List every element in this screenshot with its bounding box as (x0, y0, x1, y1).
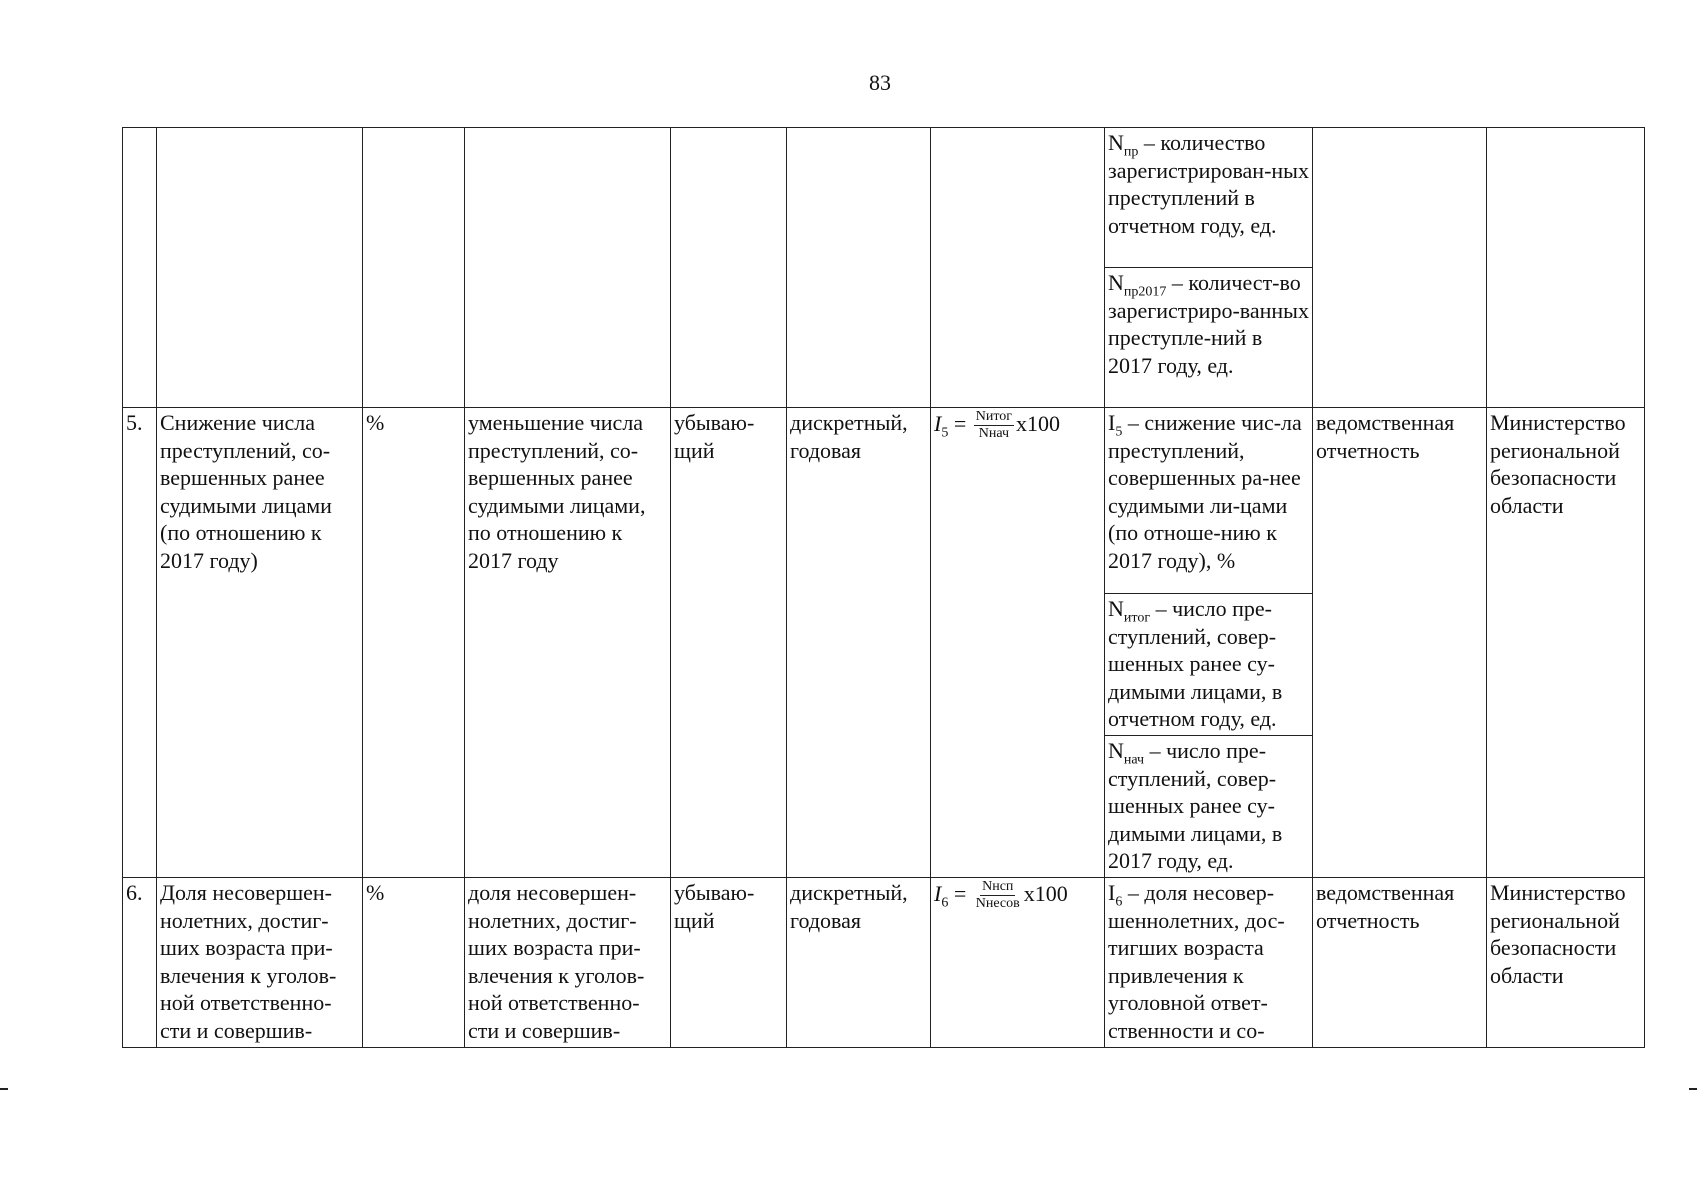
formula-lhs-subscript: 5 (941, 424, 949, 440)
formula-fraction (974, 409, 1014, 442)
formula-equals: = (948, 880, 972, 906)
cell-num (123, 128, 157, 408)
cell-indicator (1105, 594, 1313, 736)
cell-indicator (1105, 736, 1313, 878)
cell-definition: уменьшение числа преступлений, со-вершенных ранее судимыми лицами, по отношению к 2017 году (465, 408, 671, 878)
formula-factor: x100 (1023, 880, 1068, 906)
formula (934, 409, 1061, 441)
formula-numerator: Nитог (975, 409, 1013, 424)
page-edge-mark (0, 1088, 8, 1090)
formula-denominator: Nнач (978, 426, 1010, 441)
cell-unit: % (363, 408, 465, 878)
cell-indicator (1105, 128, 1313, 268)
indicator-subscript: пр2017 (1123, 284, 1167, 300)
formula-factor: x100 (1016, 410, 1061, 436)
indicator-subscript: нач (1123, 752, 1145, 768)
cell-formula (931, 408, 1105, 878)
cell-source: ведомственная отчетность (1313, 408, 1487, 878)
formula (934, 879, 1068, 911)
cell-responsible: Министерство региональной безопасности области (1487, 878, 1645, 1048)
formula-lhs: I (934, 880, 942, 906)
page-number: 83 (869, 70, 891, 95)
indicator-subscript: 6 (1115, 894, 1123, 910)
cell-source: ведомственная отчетность (1313, 878, 1487, 1048)
formula-lhs-subscript: 6 (941, 894, 949, 910)
cell-formula (931, 878, 1105, 1048)
formula-fraction (974, 879, 1022, 912)
cell-dynamics: убываю-щий (671, 878, 787, 1048)
formula-numerator: Nнсп (982, 879, 1014, 894)
cell-dynamics: убываю-щий (671, 408, 787, 878)
cell-definition: доля несовершен-нолетних, достиг-ших возраста при-влечения к уголов-ной ответственно-сти и совершив- (465, 878, 671, 1048)
indicator-symbol: N (1108, 738, 1124, 763)
cell-definition (465, 128, 671, 408)
indicator-text: – количест-во зарегистриро-ванных преступле-ний в 2017 году, ед. (1108, 270, 1309, 378)
cell-name: Снижение числа преступлений, со-вершенных ранее судимыми лицами (по отношению к 2017 году) (157, 408, 363, 878)
formula-lhs: I (934, 410, 942, 436)
cell-name: Доля несовершен-нолетних, достиг-ших возраста при-влечения к уголов-ной ответственно-сти и совершив- (157, 878, 363, 1048)
indicator-symbol: I (1108, 880, 1116, 905)
page-edge-mark (1689, 1088, 1697, 1090)
indicator-text: – количество зарегистрирован-ных преступлений в отчетном году, ед. (1108, 130, 1309, 238)
cell-responsible: Министерство региональной безопасности области (1487, 408, 1645, 878)
cell-unit (363, 128, 465, 408)
cell-type (787, 128, 931, 408)
cell-indicator (1105, 878, 1313, 1048)
indicator-subscript: итог (1123, 610, 1151, 626)
table-row (123, 408, 1645, 594)
table-row (123, 878, 1645, 1048)
table-row-continuation (123, 128, 1645, 268)
cell-source (1313, 128, 1487, 408)
indicator-text: – снижение чис-ла преступлений, совершенных ра-нее судимыми ли-цами (по отноше-нию к 2017 году), % (1108, 410, 1302, 573)
formula-equals: = (948, 410, 972, 436)
cell-formula (931, 128, 1105, 408)
cell-dynamics (671, 128, 787, 408)
indicator-subscript: 5 (1115, 424, 1123, 440)
indicator-symbol: N (1108, 130, 1124, 155)
cell-indicator (1105, 408, 1313, 594)
indicator-text: – число пре-ступлений, совер-шенных ранее су-димыми лицами, в отчетном году, ед. (1108, 596, 1283, 731)
indicator-symbol: I (1108, 410, 1116, 435)
indicators-table (122, 127, 1645, 1048)
cell-responsible (1487, 128, 1645, 408)
cell-name (157, 128, 363, 408)
cell-type: дискретный, годовая (787, 408, 931, 878)
indicator-text: – число пре-ступлений, совер-шенных ранее су-димыми лицами, в 2017 году, ед. (1108, 738, 1283, 873)
cell-num: 6. (123, 878, 157, 1048)
indicator-symbol: N (1108, 596, 1124, 621)
formula-denominator: Nнесов (975, 896, 1020, 911)
indicator-subscript: пр (1123, 144, 1139, 160)
indicator-symbol: N (1108, 270, 1124, 295)
cell-num: 5. (123, 408, 157, 878)
cell-indicator (1105, 268, 1313, 408)
indicator-text: – доля несовер-шеннолетних, дос-тигших возраста привлечения к уголовной ответ-ственности и со- (1108, 880, 1285, 1043)
cell-type: дискретный, годовая (787, 878, 931, 1048)
cell-unit: % (363, 878, 465, 1048)
